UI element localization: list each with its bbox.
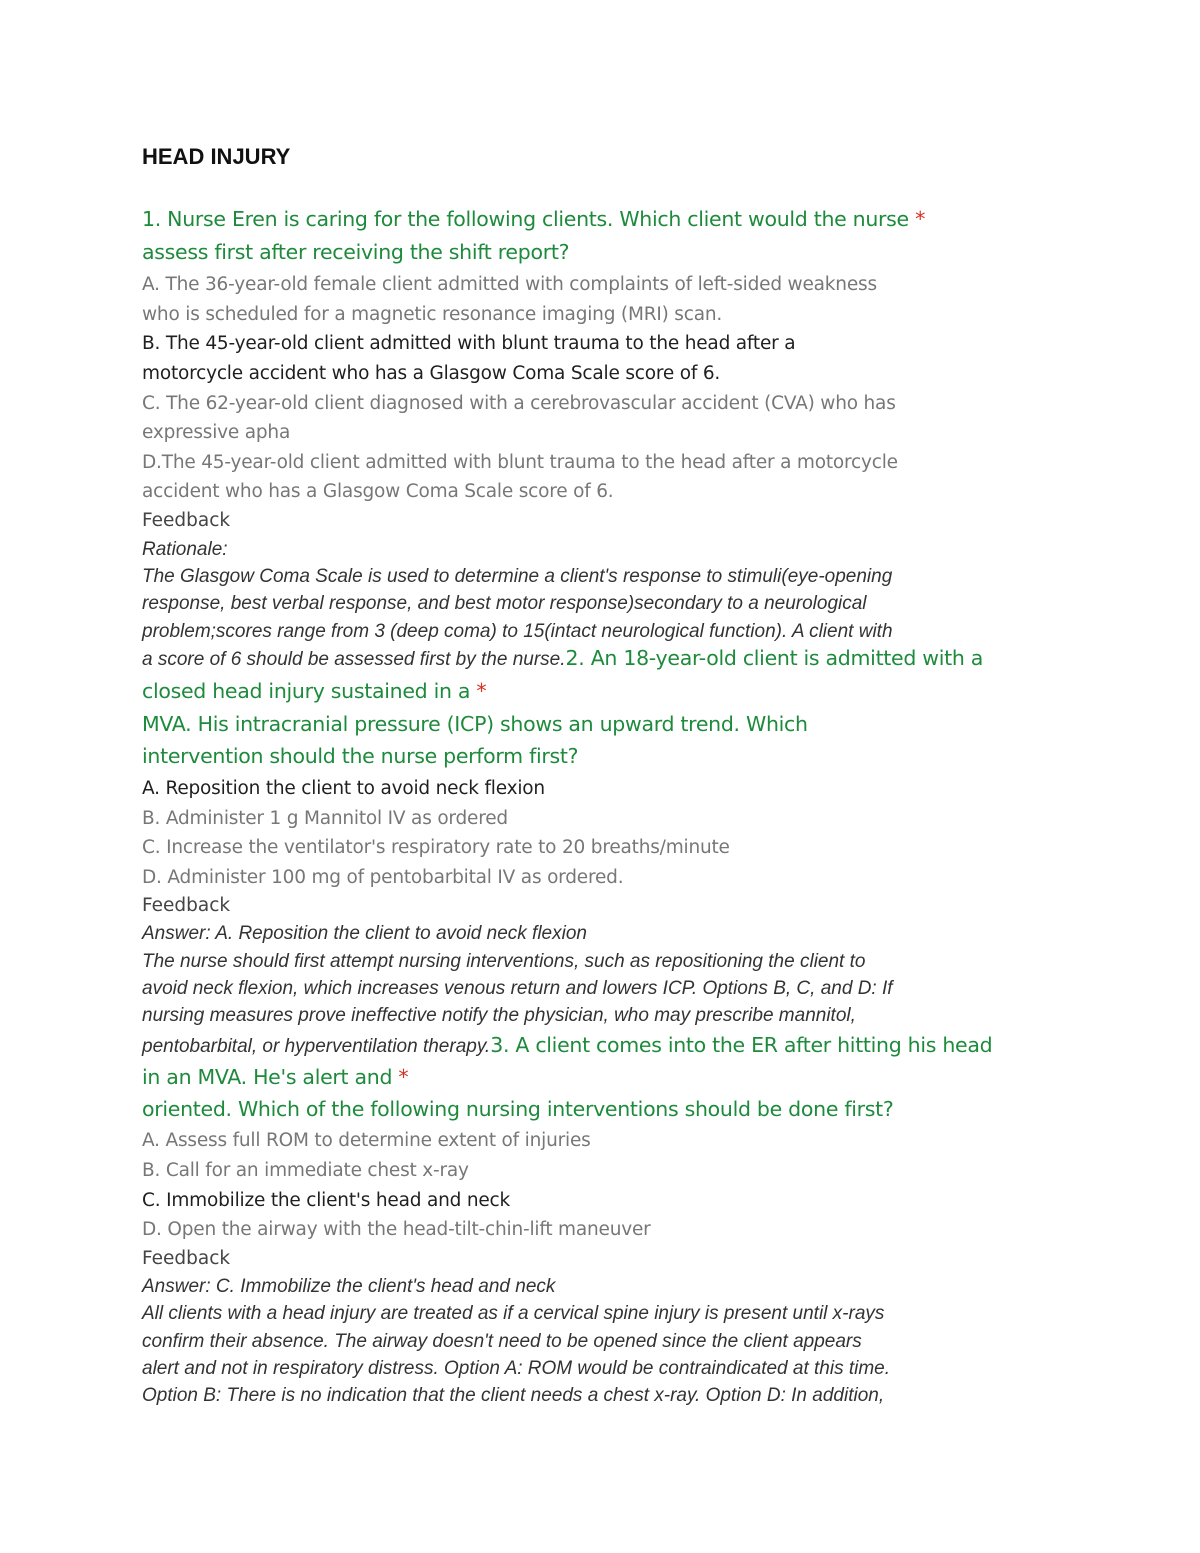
q3-answer: Answer: C. Immobilize the client's head and neck [142,1276,556,1297]
q2-option-c: C. Increase the ventilator's respiratory rate to 20 breaths/minute [142,837,730,858]
q3-rationale-line-3: alert and not in respiratory distress. Option A: ROM would be contraindicated at this time. [142,1358,891,1379]
q1-feedback-label: Feedback [142,510,231,531]
question-2-line-3: MVA. His intracranial pressure (ICP) shows an upward trend. Which [142,712,808,736]
required-asterisk: * [398,1065,409,1089]
q1-option-b-line-2: motorcycle accident who has a Glasgow Coma Scale score of 6. [142,363,721,384]
question-2-line-4: intervention should the nurse perform first? [142,744,579,768]
q1-option-b-line-1: B. The 45-year-old client admitted with blunt trauma to the head after a [142,333,796,354]
question-2-line-2: closed head injury sustained in a [142,679,471,703]
q3-option-b: B. Call for an immediate chest x-ray [142,1160,469,1181]
q2-option-d: D. Administer 100 mg of pentobarbital IV as ordered. [142,867,624,888]
q1-rationale-line-3: problem;scores range from 3 (deep coma) to 15(intact neurological function). A client with [142,621,893,642]
q3-rationale-line-2: confirm their absence. The airway doesn't need to be opened since the client appears [142,1331,862,1352]
question-3-line-3: oriented. Which of the following nursing interventions should be done first? [142,1097,894,1121]
question-3-line-2: in an MVA. He's alert and [142,1065,393,1089]
q3-option-c: C. Immobilize the client's head and neck [142,1190,511,1211]
q1-rationale-line-1: The Glasgow Coma Scale is used to determine a client's response to stimuli(eye-opening [142,566,893,587]
q2-rationale-line-2: avoid neck flexion, which increases venous return and lowers ICP. Options B, C, and D: If [142,978,893,999]
q1-rationale-line-2: response, best verbal response, and best motor response)secondary to a neurological [142,593,867,614]
question-1-line-1: 1. Nurse Eren is caring for the following clients. Which client would the nurse [142,207,909,231]
q1-rationale-line-4: a score of 6 should be assessed first by the nurse. [142,649,566,670]
q1-option-a-line-2: who is scheduled for a magnetic resonance imaging (MRI) scan. [142,304,723,325]
q1-option-d-line-1: D.The 45-year-old client admitted with blunt trauma to the head after a motorcycle [142,452,898,473]
question-3-text [142,1067,408,1088]
q1-option-c-line-2: expressive apha [142,422,291,443]
required-asterisk: * [915,207,926,231]
q2-feedback-label: Feedback [142,895,231,916]
q3-rationale-line-1: All clients with a head injury are treated as if a cervical spine injury is present until x-rays [142,1303,885,1324]
q3-feedback-label: Feedback [142,1248,231,1269]
page-title: HEAD INJURY [142,144,291,169]
q1-rationale-label: Rationale: [142,539,228,560]
required-asterisk: * [476,679,487,703]
q1-q2-joined-line [142,648,983,669]
q2-rationale-line-3: nursing measures prove ineffective notify the physician, who may prescribe mannitol, [142,1005,856,1026]
q3-rationale-line-4: Option B: There is no indication that the client needs a chest x-ray. Option D: In addition, [142,1385,885,1406]
q2-option-a: A. Reposition the client to avoid neck flexion [142,778,545,799]
q2-rationale-line-4: pentobarbital, or hyperventilation therapy. [142,1036,491,1057]
question-2-line-1: 2. An 18-year-old client is admitted with a [565,646,984,670]
q3-option-a: A. Assess full ROM to determine extent of injuries [142,1130,591,1151]
q2-rationale-line-1: The nurse should first attempt nursing interventions, such as repositioning the client to [142,951,866,972]
q1-option-d-line-2: accident who has a Glasgow Coma Scale score of 6. [142,481,614,502]
question-2-text [142,681,486,702]
q3-option-d: D. Open the airway with the head-tilt-chin-lift maneuver [142,1219,651,1240]
question-1-line-2: assess first after receiving the shift report? [142,240,570,264]
q2-option-b: B. Administer 1 g Mannitol IV as ordered [142,808,508,829]
q2-answer: Answer: A. Reposition the client to avoid neck flexion [142,923,587,944]
question-1-text [142,209,925,230]
q2-q3-joined-line [142,1035,992,1056]
q1-option-a-line-1: A. The 36-year-old female client admitted with complaints of left-sided weakness [142,274,877,295]
question-3-line-1: 3. A client comes into the ER after hitting his head [490,1033,993,1057]
q1-option-c-line-1: C. The 62-year-old client diagnosed with a cerebrovascular accident (CVA) who has [142,393,896,414]
